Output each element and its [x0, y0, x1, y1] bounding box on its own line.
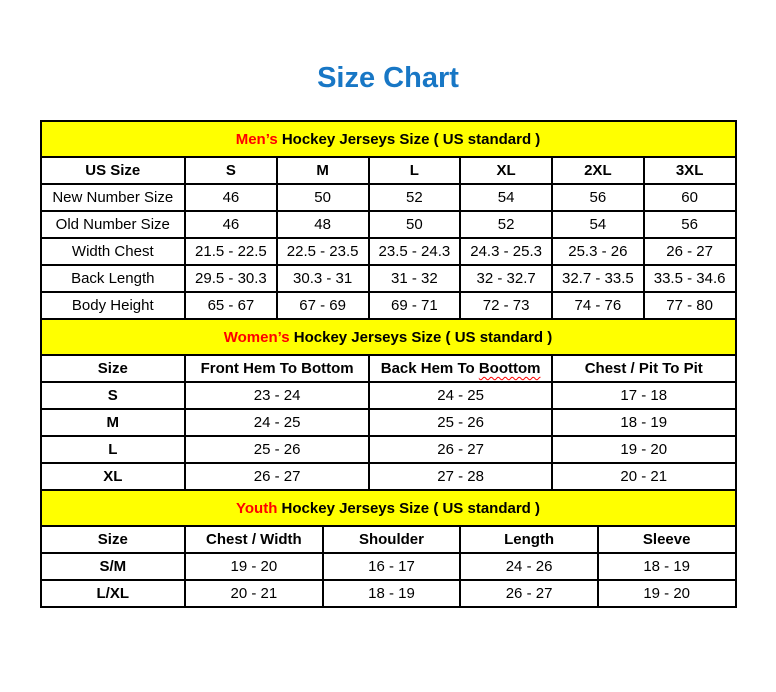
youth-band-row — [41, 490, 736, 526]
cell: 52 — [460, 211, 552, 238]
row-label: S — [41, 382, 186, 409]
cell: 19 - 20 — [552, 436, 736, 463]
table-row — [41, 553, 736, 580]
cell: 69 - 71 — [369, 292, 461, 319]
row-label: New Number Size — [41, 184, 186, 211]
womens-title-highlight: Women’s — [223, 328, 290, 346]
youth-table-title — [41, 490, 736, 526]
row-label: Width Chest — [41, 238, 186, 265]
cell: 60 — [644, 184, 736, 211]
column-header: XL — [460, 157, 552, 184]
cell: 54 — [460, 184, 552, 211]
cell: 29.5 - 30.3 — [185, 265, 277, 292]
table-row — [41, 409, 736, 436]
column-header: M — [277, 157, 369, 184]
cell: 25 - 26 — [369, 409, 552, 436]
youth-header-row — [41, 526, 736, 553]
cell: 26 - 27 — [369, 436, 552, 463]
row-label: XL — [41, 463, 186, 490]
column-header: 3XL — [644, 157, 736, 184]
row-label: Body Height — [41, 292, 186, 319]
column-header: Sleeve — [598, 526, 736, 553]
cell: 24 - 25 — [369, 382, 552, 409]
cell: 18 - 19 — [323, 580, 461, 607]
column-header: S — [185, 157, 277, 184]
column-header — [369, 355, 552, 382]
womens-header-row — [41, 355, 736, 382]
table-row — [41, 211, 736, 238]
mens-header-row — [41, 157, 736, 184]
row-label: S/M — [41, 553, 186, 580]
table-row — [41, 382, 736, 409]
cell: 56 — [644, 211, 736, 238]
youth-title-highlight: Youth — [236, 499, 278, 517]
cell: 20 - 21 — [552, 463, 736, 490]
cell: 26 - 27 — [185, 463, 369, 490]
cell: 17 - 18 — [552, 382, 736, 409]
womens-size-table — [40, 318, 737, 491]
table-row — [41, 238, 736, 265]
cell: 52 — [369, 184, 461, 211]
cell: 24 - 26 — [460, 553, 598, 580]
cell: 74 - 76 — [552, 292, 644, 319]
cell: 50 — [369, 211, 461, 238]
column-header-text: Back Hem To — [380, 360, 479, 377]
cell: 27 - 28 — [369, 463, 552, 490]
cell: 65 - 67 — [185, 292, 277, 319]
column-header: US Size — [41, 157, 186, 184]
table-row — [41, 463, 736, 490]
cell: 26 - 27 — [644, 238, 736, 265]
mens-title-rest: Hockey Jerseys Size ( US standard ) — [277, 130, 541, 148]
cell: 33.5 - 34.6 — [644, 265, 736, 292]
table-row — [41, 184, 736, 211]
cell: 32 - 32.7 — [460, 265, 552, 292]
row-label: L — [41, 436, 186, 463]
cell: 20 - 21 — [185, 580, 323, 607]
size-chart-tables — [40, 120, 737, 608]
youth-title-rest: Hockey Jerseys Size ( US standard ) — [277, 499, 540, 517]
cell: 16 - 17 — [323, 553, 461, 580]
womens-title-rest: Hockey Jerseys Size ( US standard ) — [289, 328, 553, 346]
cell: 31 - 32 — [369, 265, 461, 292]
mens-title-highlight: Men’s — [235, 130, 278, 148]
cell: 26 - 27 — [460, 580, 598, 607]
misspelled-word: Boottom — [478, 360, 541, 377]
womens-band-row — [41, 319, 736, 355]
cell: 18 - 19 — [598, 553, 736, 580]
row-label: M — [41, 409, 186, 436]
table-row — [41, 292, 736, 319]
cell: 21.5 - 22.5 — [185, 238, 277, 265]
cell: 46 — [185, 184, 277, 211]
youth-size-table — [40, 489, 737, 608]
column-header: Size — [41, 355, 186, 382]
cell: 22.5 - 23.5 — [277, 238, 369, 265]
cell: 25.3 - 26 — [552, 238, 644, 265]
cell: 56 — [552, 184, 644, 211]
cell: 67 - 69 — [277, 292, 369, 319]
cell: 72 - 73 — [460, 292, 552, 319]
page-title: Size Chart — [317, 62, 459, 94]
cell: 23.5 - 24.3 — [369, 238, 461, 265]
row-label: L/XL — [41, 580, 186, 607]
table-row — [41, 265, 736, 292]
column-header: Chest / Pit To Pit — [552, 355, 736, 382]
womens-table-title — [41, 319, 736, 355]
mens-band-row — [41, 121, 736, 157]
cell: 50 — [277, 184, 369, 211]
cell: 30.3 - 31 — [277, 265, 369, 292]
mens-table-title — [41, 121, 736, 157]
column-header: Front Hem To Bottom — [185, 355, 369, 382]
column-header: 2XL — [552, 157, 644, 184]
cell: 48 — [277, 211, 369, 238]
cell: 32.7 - 33.5 — [552, 265, 644, 292]
cell: 77 - 80 — [644, 292, 736, 319]
cell: 18 - 19 — [552, 409, 736, 436]
column-header: Size — [41, 526, 186, 553]
row-label: Old Number Size — [41, 211, 186, 238]
column-header: Shoulder — [323, 526, 461, 553]
column-header: Length — [460, 526, 598, 553]
cell: 46 — [185, 211, 277, 238]
cell: 19 - 20 — [598, 580, 736, 607]
cell: 19 - 20 — [185, 553, 323, 580]
cell: 24 - 25 — [185, 409, 369, 436]
cell: 25 - 26 — [185, 436, 369, 463]
mens-size-table — [40, 120, 737, 320]
column-header: Chest / Width — [185, 526, 323, 553]
row-label: Back Length — [41, 265, 186, 292]
cell: 24.3 - 25.3 — [460, 238, 552, 265]
cell: 23 - 24 — [185, 382, 369, 409]
table-row — [41, 580, 736, 607]
table-row — [41, 436, 736, 463]
cell: 54 — [552, 211, 644, 238]
column-header: L — [369, 157, 461, 184]
